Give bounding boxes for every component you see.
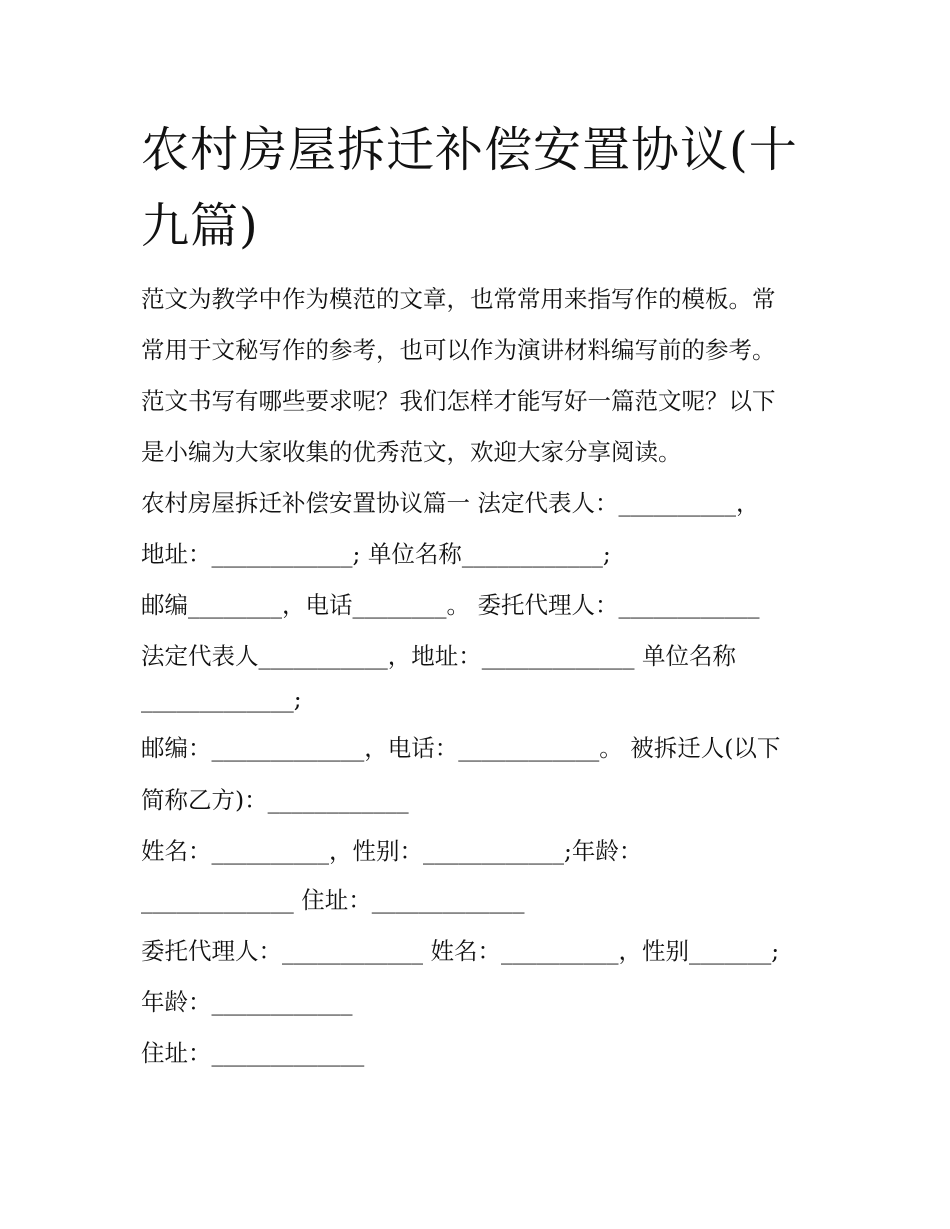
agreement-line-3: 邮编________，电话________。 委托代理人：____________: [141, 591, 760, 619]
agreement-line-2: 地址：____________; 单位名称____________;: [141, 540, 611, 568]
agreement-line-4: 法定代表人___________，地址：_____________ 单位名称: [141, 642, 736, 670]
agreement-line-6: 邮编：_____________，电话：____________。 被拆迁人(以下: [141, 734, 781, 762]
agreement-line-10: 委托代理人：____________ 姓名：__________，性别_______;: [141, 937, 780, 965]
title-line-2: 九篇): [141, 198, 259, 254]
title-line-1: 农村房屋拆迁补偿安置协议(十: [141, 122, 798, 178]
agreement-line-5: _____________;: [141, 685, 302, 713]
agreement-line-11: 年龄：____________: [141, 988, 353, 1016]
document-title: [141, 112, 821, 264]
agreement-line-8: 姓名：__________，性别：____________;年龄：: [141, 837, 643, 865]
intro-line-1: 范文为教学中作为模范的文章，也常常用来指写作的模板。常: [141, 285, 776, 313]
intro-line-2: 常用于文秘写作的参考，也可以作为演讲材料编写前的参考。: [141, 336, 776, 364]
agreement-line-9: _____________ 住址：_____________: [141, 886, 525, 914]
intro-line-3: 范文书写有哪些要求呢？我们怎样才能写好一篇范文呢？以下: [141, 387, 776, 415]
agreement-line-12: 住址：_____________: [141, 1039, 365, 1067]
agreement-line-7: 简称乙方)：____________: [141, 786, 409, 814]
agreement-line-1: 农村房屋拆迁补偿安置协议篇一 法定代表人：__________，: [141, 489, 760, 517]
intro-line-4: 是小编为大家收集的优秀范文，欢迎大家分享阅读。: [141, 438, 682, 466]
